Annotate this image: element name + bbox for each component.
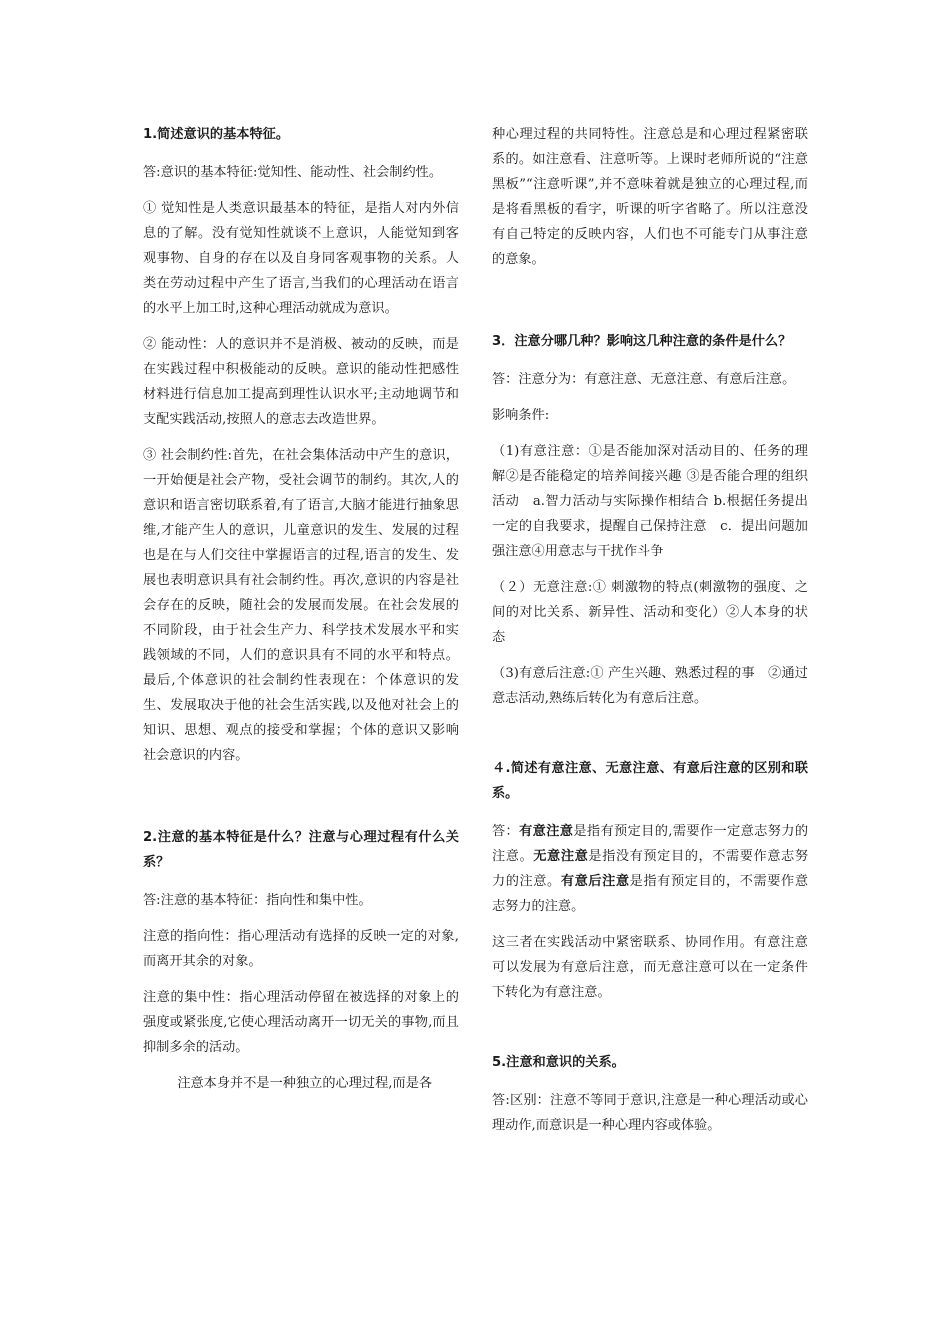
- q3-voluntary-attention-conditions: （1)有意注意：①是否能加深对活动目的、任务的理解②是否能稳定的培养间接兴趣 ③是否能合理的组织活动 a.智力活动与实际操作相结合 b.根据任务提出一定的自我要求，提醒自己保持注意 c．提出问题加强注意④用意志与干扰作斗争: [492, 444, 808, 559]
- question-1-answer: 答:意识的基本特征:觉知性、能动性、社会制约性。: [143, 165, 443, 180]
- term-post-voluntary-attention: 有意后注意: [560, 874, 630, 889]
- question-4-heading: ４.简述有意注意、无意注意、有意后注意的区别和联系。: [492, 761, 808, 801]
- q4-connection-paragraph: 这三者在实践活动中紧密联系、协同作用。有意注意可以发展为有意后注意，而无意注意可以在一定条件下转化为有意注意。: [492, 935, 808, 1000]
- q2-relation-paragraph-continued: 种心理过程的共同特性。注意总是和心理过程紧密联系的。如注意看、注意听等。上课时老师所说的“注意黑板”“注意听课”,并不意味着就是独立的心理过程,而是将看黑板的看字，听课的听字省略了。所以注意没有自己特定的反映内容，人们也不可能专门从事注意的意象。: [492, 127, 808, 267]
- question-3-answer: 答：注意分为：有意注意、无意注意、有意后注意。: [492, 372, 796, 387]
- section-spacer: [492, 722, 808, 756]
- question-5-answer: 答:区别：注意不等同于意识,注意是一种心理活动或心理动作,而意识是一种心理内容或体验。: [492, 1093, 808, 1133]
- q1-social-constraint-paragraph: ③ 社会制约性:首先，在社会集体活动中产生的意识，一开始便是社会产物，受社会调节的制约。其次,人的意识和语言密切联系着,有了语言,大脑才能进行抽象思维,才能产生人的意识，儿童意识的发生、发展的过程也是在与人们交往中掌握语言的过程,语言的发生、发展也表明意识具有社会制约性。再次,意识的内容是社会存在的反映，随社会的发展而发展。在社会发展的不同阶段，由于社会生产力、科学技术发展水平和实践领域的不同，人们的意识具有不同的水平和特点。最后,个体意识的社会制约性表现在：个体意识的发生、发展取决于他的社会生活实践,以及他对社会上的知识、思想、观点的接受和掌握；个体的意识又影响社会意识的内容。: [143, 448, 459, 763]
- question-1-heading: 1.简述意识的基本特征。: [143, 127, 290, 142]
- q1-initiative-paragraph: ② 能动性：人的意识并不是消极、被动的反映，而是在实践过程中积极能动的反映。意识的能动性把感性材料进行信息加工提高到理性认识水平;主动地调节和支配实践活动,按照人的意志去改造世界。: [143, 337, 459, 427]
- term-voluntary-attention: 有意注意: [519, 824, 574, 839]
- definition-voluntary-attention: 是指有预定目的,需要作一定意志努力的注意。: [492, 824, 809, 864]
- q2-concentration-paragraph: 注意的集中性：指心理活动停留在被选择的对象上的强度或紧张度,它使心理活动离开一切无关的事物,而且抑制多余的活动。: [143, 990, 459, 1055]
- q1-awareness-paragraph: ① 觉知性是人类意识最基本的特征，是指人对内外信息的了解。没有觉知性就谈不上意识，人能觉知到客观事物、自身的存在以及自身同客观事物的关系。人类在劳动过程中产生了语言,当我们的心理活动在语言的水平上加工时,这种心理活动就成为意识。: [143, 201, 459, 316]
- left-column: [143, 122, 459, 1107]
- question-4-answer: [492, 819, 808, 919]
- section-spacer: [492, 283, 808, 329]
- definition-involuntary-attention: 是指没有预定目的，不需要作意志努力的注意。: [492, 849, 809, 889]
- question-2-answer: 答:注意的基本特征：指向性和集中性。: [143, 893, 372, 908]
- question-2-heading: 2.注意的基本特征是什么？注意与心理过程有什么关系？: [143, 830, 459, 870]
- definition-post-voluntary-attention: 是指有预定目的，不需要作意志努力的注意。: [492, 874, 809, 914]
- right-column: [492, 122, 808, 1149]
- q2-relation-paragraph-start: 注意本身并不是一种独立的心理过程,而是各: [177, 1076, 433, 1091]
- q3-conditions-label: 影响条件:: [492, 408, 550, 423]
- section-spacer: [143, 779, 459, 825]
- question-5-heading: 5.注意和意识的关系。: [492, 1055, 625, 1070]
- question-3-heading: 3．注意分哪几种？影响这几种注意的条件是什么？: [492, 334, 792, 349]
- q3-involuntary-attention-conditions: （２）无意注意:① 刺激物的特点(刺激物的强度、之间的对比关系、新异性、活动和变化）②人本身的状态: [492, 580, 808, 645]
- q2-directivity-paragraph: 注意的指向性：指心理活动有选择的反映一定的对象,而离开其余的对象。: [143, 929, 459, 969]
- answer-prefix: 答：: [492, 824, 520, 839]
- section-spacer: [492, 1016, 808, 1050]
- q3-post-voluntary-attention-conditions: （3)有意后注意:① 产生兴趣、熟悉过程的事 ②通过意志活动,熟练后转化为有意后注意。: [492, 666, 808, 706]
- term-involuntary-attention: 无意注意: [533, 849, 589, 864]
